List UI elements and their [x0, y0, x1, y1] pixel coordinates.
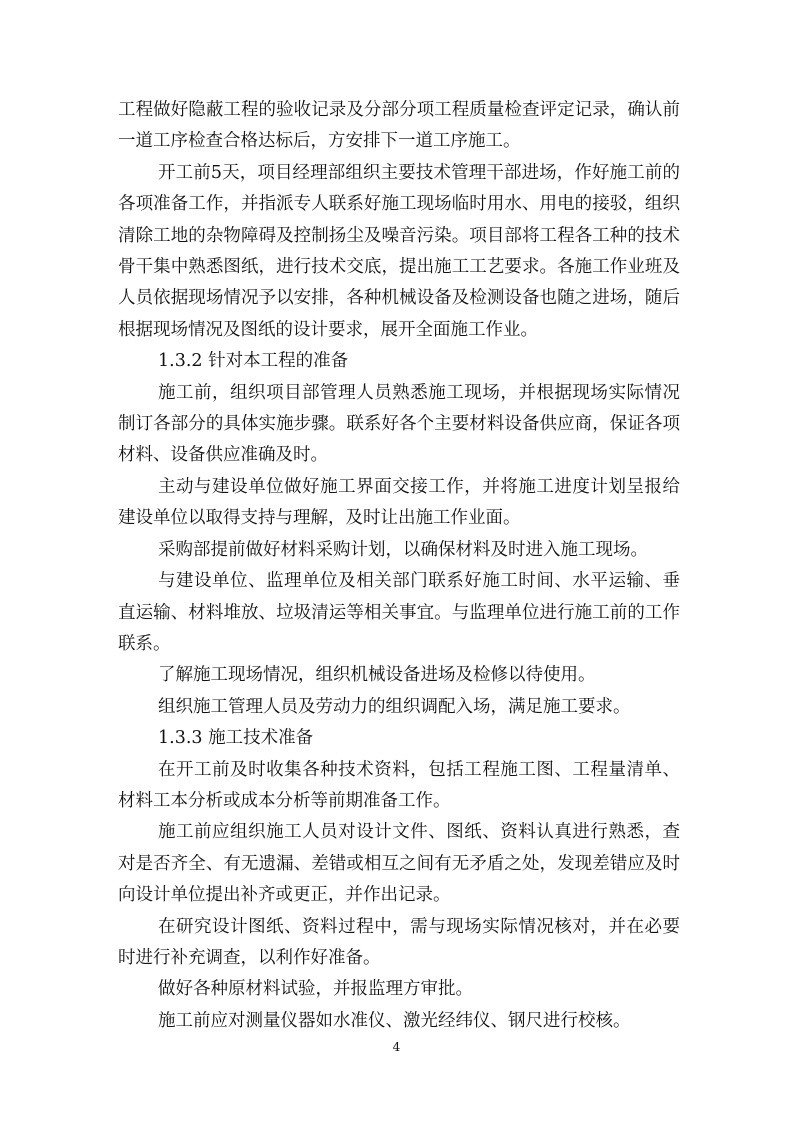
paragraph-interface-handover: 主动与建设单位做好施工界面交接工作，并将施工进度计划呈报给建设单位以取得支持与理解，及时让出施工作业面。 — [118, 476, 680, 529]
page-body — [118, 95, 680, 1037]
section-heading-1-3-2: 1.3.2 针对本工程的准备 — [158, 351, 349, 372]
paragraph-design-review: 施工前应组织施工人员对设计文件、图纸、资料认真进行熟悉，查对是否齐全、有无遗漏、差错或相互之间有无矛盾之处，发现差错应及时向设计单位提出补齐或更正，并作出记录。 — [118, 822, 680, 906]
paragraph-instrument-calibration: 施工前应对测量仪器如水准仪、激光经纬仪、钢尺进行校核。 — [158, 1010, 631, 1031]
paragraph-equipment: 了解施工现场情况，组织机械设备进场及检修以待使用。 — [158, 665, 596, 686]
section-heading-1-3-3: 1.3.3 施工技术准备 — [158, 728, 314, 749]
paragraph-technical-documents: 在开工前及时收集各种技术资料，包括工程施工图、工程量清单、材料工本分析或成本分析等前期准备工作。 — [118, 759, 680, 811]
paragraph-continuation: 工程做好隐蔽工程的验收记录及分部分项工程质量检查评定记录，确认前一道工序检查合格达标后，方安排下一道工序施工。 — [118, 100, 680, 152]
paragraph-coordination: 与建设单位、监理单位及相关部门联系好施工时间、水平运输、垂直运输、材料堆放、垃圾清运等相关事宜。与监理单位进行施工前的工作联系。 — [118, 571, 680, 654]
paragraph-procurement-plan: 采购部提前做好材料采购计划，以确保材料及时进入施工现场。 — [158, 539, 648, 560]
paragraph-material-testing: 做好各种原材料试验，并报监理方审批。 — [158, 979, 473, 1000]
paragraph-site-verification: 在研究设计图纸、资料过程中，需与现场实际情况核对，并在必要时进行补充调查，以利作好准备。 — [118, 916, 680, 968]
paragraph-labor: 组织施工管理人员及劳动力的组织调配入场，满足施工要求。 — [158, 696, 631, 717]
paragraph-site-preparation: 开工前5天，项目经理部组织主要技术管理干部进场，作好施工前的各项准备工作，并指派专人联系好施工现场临时用水、用电的接驳，组织清除工地的杂物障碍及控制扬尘及噪音污染。项目部将工程各工种的技术骨干集中熟悉图纸，进行技术交底，提出施工工艺要求。各施工作业班及人员依据现场情况予以安排，各种机械设备及检测设备也随之进场，随后根据现场情况及图纸的设计要求，展开全面施工作业。 — [118, 162, 680, 340]
paragraph-site-familiarization: 施工前，组织项目部管理人员熟悉施工现场，并根据现场实际情况制订各部分的具体实施步骤。联系好各个主要材料设备供应商，保证各项材料、设备供应准确及时。 — [118, 382, 680, 466]
page-number: 4 — [392, 1040, 401, 1054]
